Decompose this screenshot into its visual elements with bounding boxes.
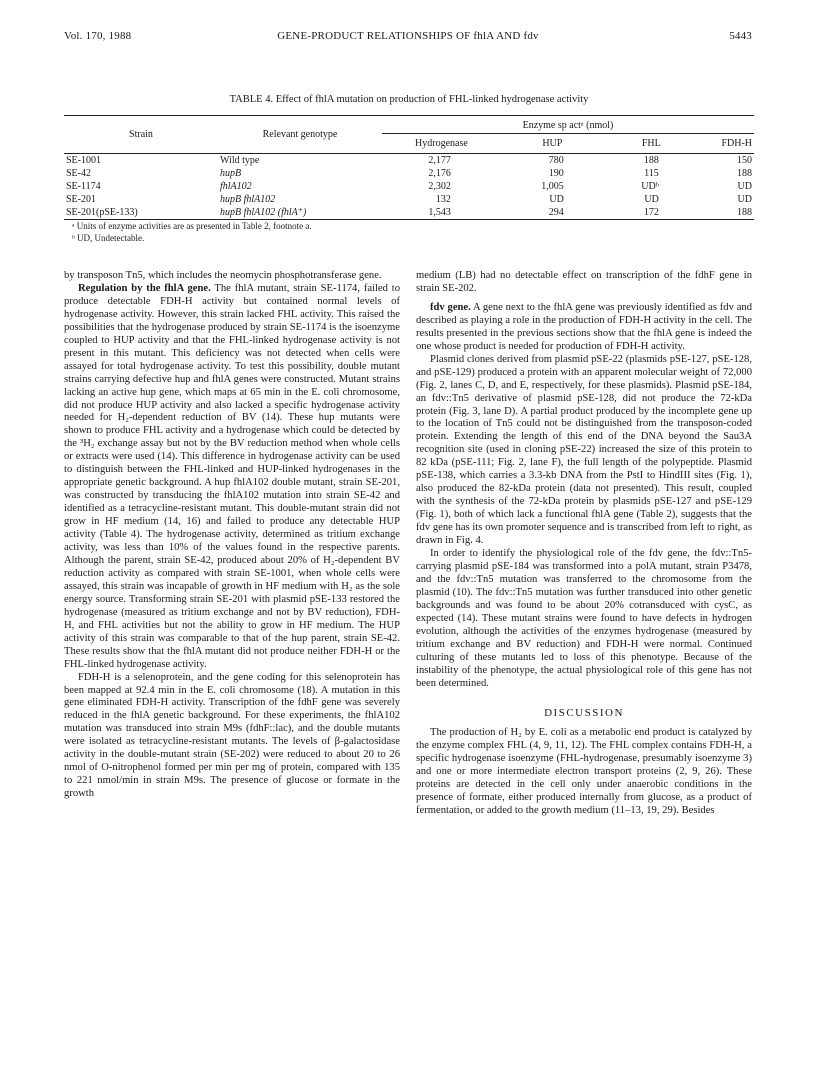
volume-year: Vol. 170, 1988 [64,30,132,42]
cell-genotype: hupB [220,168,242,179]
header-strain: Strain [64,116,218,154]
cell-hup: 294 [501,206,604,220]
header-fhl: FHL [641,138,661,149]
cell-genotype: Wild type [220,155,260,166]
run-in-heading: fdv gene. [430,301,471,313]
cell-fhl: UD [644,194,659,205]
running-title: GENE-PRODUCT RELATIONSHIPS OF fhlA AND fdv [277,30,539,42]
cell-hup: 1,005 [541,181,564,192]
right-column [416,270,752,818]
cell-hup: UD [549,194,564,205]
table-4 [64,94,754,220]
cell-hydrogenase: 1,543 [382,206,501,220]
enzyme-activity-table [64,115,754,220]
discussion-heading: DISCUSSION [544,706,624,719]
cell-strain: SE-1001 [66,155,101,166]
paragraph-fdv [416,302,752,354]
cell-hydrogenase: 2,176 [428,168,451,179]
paragraph: Plasmid clones derived from plasmid pSE-22 (plasmids pSE-127, pSE-128, and pSE-129) produced a protein with an apparent molecular weight of 72,000 (Fig. 2, lanes C, D, and E, respectively, for these plasmids). Plasmid pSE-184, an fdv::Tn5 derivative of plasmid pSE-128, did not produce the 72-kDa protein (Fig. 3, lane D). A partial product produced by the incomplete gene up to the location of Tn5 could not be distinguished from the transposon-coded protein. Extending the length of this end of the DNA beyond the Sau3A recognition site (used in cloning pSE-22) increased the size of this protein to 82 kDa (pSE-111; Fig. 2, lane F), the full length of the polypeptide. Plasmid pSE-138, which carries a 3.3-kb DNA from the PstI to HindIII sites (Fig. 1), also produced the 82-kDa protein (data not presented). This result, coupled with the synthesis of the 72-kDa protein by plasmids pSE-127 and pSE-129 (Fig. 1), both of which lack a functional fhlA gene (Table 2), suggests that the fdv gene has its own promoter sequence and is transcribed from left to right, as drawn in Fig. 4. [416,353,752,547]
header-genotype: Relevant genotype [218,116,382,154]
cell-fdh-h: 188 [737,168,752,179]
paragraph: by transposon Tn5, which includes the neomycin phosphotransferase gene. [64,270,382,281]
page-number: 5443 [729,30,752,42]
paragraph: The production of H₂ by E. coli as a metabolic end product is catalyzed by the enzyme complex FHL (4, 9, 11, 12). The FHL complex contains FDH-H, a specific hydrogenase isoenzyme (FHL-hydrogenase, presumably isoenzyme 3) and one or more intermediate electron transport proteins (2, 9, 26). These proteins are detected in the cell only under anaerobic conditions in the presence of formate, either produced internally from glucose, as a product of fermentation, or added to the growth medium (11–13, 19, 29). Besides [416,727,752,817]
cell-fhl: 115 [644,168,659,179]
header-fdh-h: FDH-H [721,138,752,149]
cell-hydrogenase: 2,302 [428,181,451,192]
cell-genotype: fhlA102 [220,181,252,192]
table-row [64,193,754,206]
footnote-a: ᵃ Units of enzyme activities are as presented in Table 2, footnote a. [72,221,312,231]
running-head [64,30,752,46]
table-footnotes [72,220,312,244]
cell-fhl: 172 [604,206,699,220]
cell-strain: SE-1174 [66,181,101,192]
footnote-b: ᵇ UD, Undetectable. [72,233,145,243]
cell-strain: SE-201(pSE-133) [64,206,218,220]
left-column [64,270,400,801]
cell-hup: 190 [548,168,564,179]
header-enzyme-group: Enzyme sp actᵃ (nmol) [382,116,754,134]
cell-strain: SE-201 [66,194,96,205]
cell-fdh-h: UD [737,194,752,205]
paragraph-body: The fhlA mutant, strain SE-1174, failed to produce detectable FDH-H activity but contained normal levels of hydrogenase activity. However, this strain lacked FHL activity. This raised the possibilities that the hydrogenase produced by strain SE-1174 is the isoenzyme coupled to HUP activity and that the FHL-linked hydrogenase activity is not present in this mutant. This deficiency was not detected when cells were assayed for total hydrogenase activity. To test this possibility, double mutant strains carrying defective hup and fhlA genes were constructed. Mutant strains lacking an active hup gene, which maps at 65 min in the E. coli chromosome, did not produce HUP activity and also lacked a specific hydrogenase activity needed for H₂-dependent reduction of BV (14). These hup mutants were shown to produce FHL activity and a hydrogenase which could be detected by the ³H₂ exchange assay but not by the BV reduction method when whole cells or extracts were used (14). This difference in hydrogenase activity can be used to distinguish between the FHL-linked and HUP-linked hydrogenases in the appropriate genetic background. A hup fhlA102 double mutant, strain SE-201, was constructed by transducing the fhlA102 mutation into strain SE-42 and identified as a tetracycline-resistant mutant. This double-mutant strain did not grow in HF medium (14, 16) and failed to produce any detectable HUP activity (Table 4). The hydrogenase activity, determined as tritium exchange activity, was less than 10% of the values found in the respective parents. Although the parent, strain SE-42, produced about 20% of H₂-dependent BV reduction activity as compared with strain SE-1001, when whole cells were assayed, this strain was incapable of growth in HF medium with H₂ as the sole energy source. Transforming strain SE-201 with plasmid pSE-133 restored the hydrogenase (measured as tritium exchange and not by BV reduction), FDH-H, and FHL activities but not the ability to grow in HF medium. The HUP activity of this strain was comparable to that of the hup parent, strain SE-42. These results show that the fhlA mutant did not produce neither FDH-H or the FHL-linked hydrogenase activity. [64,282,401,670]
cell-hup: 780 [548,155,564,166]
table-row [64,154,754,168]
cell-hydrogenase: 132 [435,194,451,205]
cell-fdh-h: UD [737,181,752,192]
cell-genotype: hupB fhlA102 [220,194,276,205]
paragraph-body: A gene next to the fhlA gene was previously identified as fdv and described as playing a role in the production of FDH-H activity in the cell. The results presented in the previous sections show that the fhlA gene is indeed the one whose product is needed for production of FDH-H activity. [416,301,752,352]
paragraph: FDH-H is a selenoprotein, and the gene coding for this selenoprotein has been mapped at 92.4 min in the E. coli chromosome (18). A mutation in this gene eliminated FDH-H activity. Transcription of the fdhF gene was severely reduced in the fhlA genetic background. For these experiments, the fhlA102 mutation was transduced into strain M9s (fdhF::lac), and the double mutants were isolated as tetracycline-resistant mutants. The levels of β-galactosidase activity in the double-mutant strain (SE-202) were reduced to about 20 to 26 nmol of O-nitrophenol formed per min per mg of protein, compared with 135 to 221 nmol/min in strain M9s. The presence of glucose or formate in the growth [64,671,400,800]
cell-strain: SE-42 [66,168,91,179]
table-row [64,167,754,180]
cell-genotype: hupB fhlA102 (fhlA⁺) [218,206,382,220]
cell-fhl: 188 [643,155,659,166]
cell-fdh-h: 188 [699,206,754,220]
paragraph: In order to identify the physiological role of the fdv gene, the fdv::Tn5-carrying plasmid pSE-184 was transformed into a polA mutant, strain P3478, and the fdv::Tn5 mutation was transferred to the chromosome from the plasmid (10). The fdv::Tn5 mutation was further transduced into other genetic backgrounds and was found to be about 20% cotransduced with cysC, as expected (14). These mutant strains were found to have defects in hydrogen evolution, although the activities of the enzymes hydrogenase (measured by tritium exchange and BV reduction) and FDH-H were normal. Continued culturing of these mutants led to loss of this phenotype. Because of the instability of the phenotype, the actual physiological role of this gene has not been determined. [416,548,752,689]
table-row [64,206,754,220]
table-title: TABLE 4. Effect of fhlA mutation on production of FHL-linked hydrogenase activity [229,94,589,105]
run-in-heading: Regulation by the fhlA gene. [78,282,211,294]
header-hup: HUP [542,138,563,149]
paragraph-regulation [64,283,400,672]
cell-fdh-h: 150 [737,155,752,166]
table-row [64,180,754,193]
cell-hydrogenase: 2,177 [428,155,451,166]
header-hydrogenase: Hydrogenase [415,138,468,149]
cell-fhl: UDᵇ [641,181,659,192]
paragraph: medium (LB) had no detectable effect on transcription of the fdhF gene in strain SE-202. [416,270,752,294]
